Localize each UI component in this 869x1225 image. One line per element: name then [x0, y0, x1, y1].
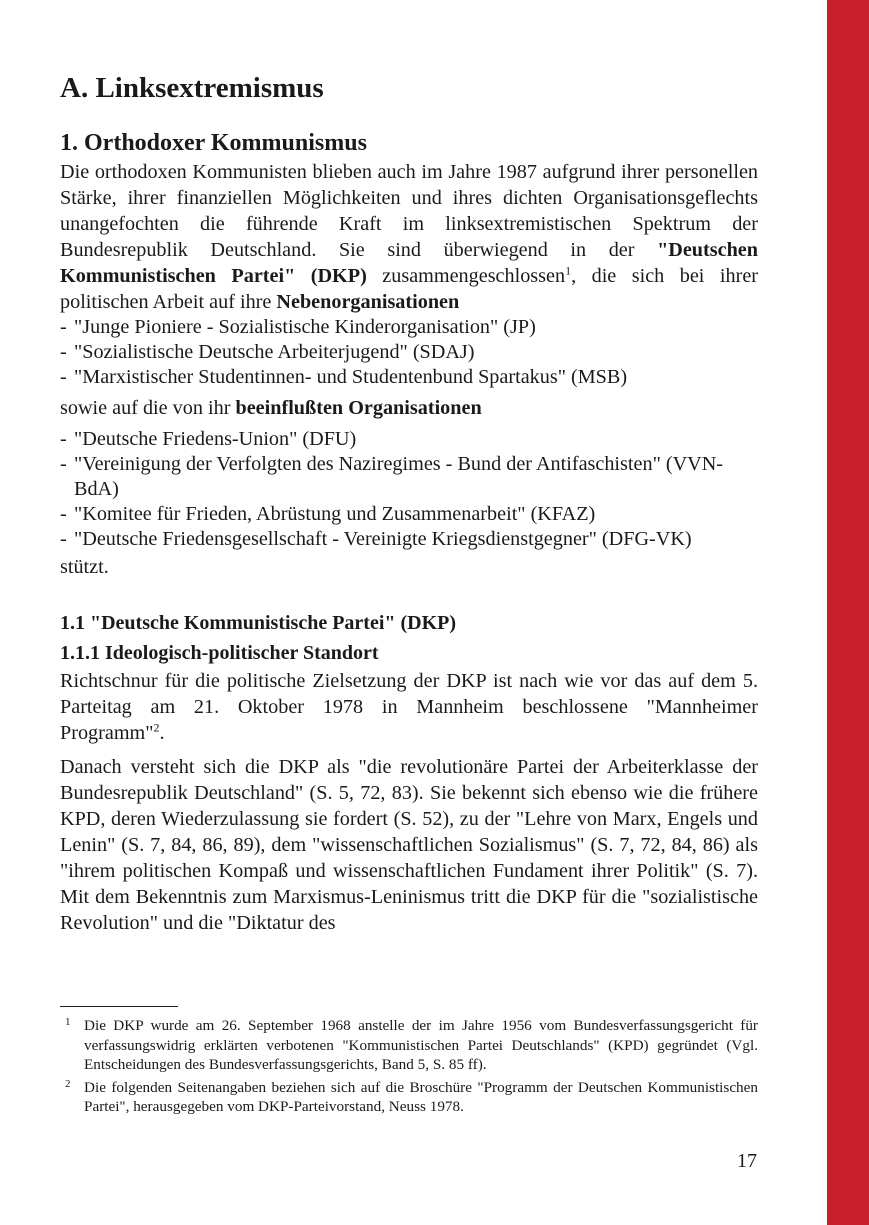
heading-dkp: 1.1 "Deutsche Kommunistische Partei" (DKP) — [60, 612, 457, 634]
text-run: , die sich bei ihrer politischen Arbeit auf ihre — [60, 265, 759, 313]
paragraph-stuetzt: stützt. — [60, 556, 109, 578]
paragraph-intro — [60, 159, 758, 315]
paragraph-sowie — [60, 395, 758, 421]
footnote — [60, 1016, 758, 1075]
footnote — [60, 1078, 758, 1117]
footnote-ref-1: 1 — [565, 263, 572, 278]
text-run: Richtschnur für die politische Zielsetzung der DKP ist nach wie vor das auf dem 5. Parteitag am 21. Oktober 1978 in Mannheim beschlossene "Mannheimer Programm" — [60, 670, 758, 744]
list-nebenorganisationen — [60, 315, 758, 390]
footnotes — [60, 1016, 758, 1120]
footnote-number: 2 — [65, 1077, 71, 1090]
heading-ideologisch-politischer-standort: 1.1.1 Ideologisch-politischer Standort — [60, 642, 379, 664]
page-edge-red-band — [827, 0, 869, 1225]
list-item: - "Deutsche Friedensgesellschaft - Vereinigte Kriegsdienstgegner" (DFG-VK) — [60, 527, 758, 552]
page-number: 17 — [737, 1150, 757, 1172]
list-item: - "Sozialistische Deutsche Arbeiterjugend" (SDAJ) — [60, 340, 758, 365]
footnote-text: Die folgenden Seitenangaben beziehen sich auf die Broschüre "Programm der Deutschen Kommunistischen Partei", herausgegeben vom DKP-Parteivorstand, Neuss 1978. — [84, 1078, 758, 1116]
footnote-separator — [60, 1006, 178, 1007]
text-run: zusammengeschlossen — [366, 265, 566, 287]
bold-dkp: "Deutschen Kommunistischen Partei" (DKP) — [60, 239, 758, 287]
bold-beeinflusste: beeinflußten Organisationen — [235, 397, 482, 419]
footnote-number: 1 — [65, 1016, 71, 1028]
text-run: Die orthodoxen Kommunisten blieben auch im Jahre 1987 aufgrund ihrer personellen Stärke, ihrer finanziellen Möglichkeiten und ihres dichten Organisationsgeflechts unangefochten die führende Kraft im linksextremistischen Spektrum der Bundesrepublik Deutschland. Sie sind überwiegend in der — [60, 161, 758, 261]
list-item: - "Deutsche Friedens-Union" (DFU) — [60, 427, 758, 452]
list-beeinflusste-organisationen — [60, 427, 758, 552]
footnote-text: Die DKP wurde am 26. September 1968 anstelle der im Jahre 1956 vom Bundesverfassungsgericht für verfassungswidrig erklärten verbotenen "Kommunistischen Partei Deutschlands" (KPD) gegründet (Vgl. Entscheidungen des Bundesverfassungsgerichts, Band 5, S. 85 ff). — [84, 1017, 758, 1074]
text-run: . — [159, 722, 165, 744]
text-run: sowie auf die von ihr — [60, 397, 236, 419]
document-page — [60, 68, 758, 936]
paragraph-danach: Danach versteht sich die DKP als "die revolutionäre Partei der Arbeiterklasse der Bundesrepublik Deutschland" (S. 5, 72, 83). Sie bekennt sich ebenso wie die frühere KPD, deren Wiederzulassung sie fordert (S. 52), zu der "Lehre von Marx, Engels und Lenin" (S. 7, 84, 86, 89), dem "wissenschaftlichen Sozialismus" (S. 7, 72, 84, 86) als "ihrem politischen Kompaß und wissenschaftlichen Fundament ihrer Politik" (S. 7). Mit dem Bekenntnis zum Marxismus-Leninismus tritt die DKP für die "sozialistische Revolution" und die "Diktatur des — [60, 756, 758, 934]
bold-nebenorganisationen: Nebenorganisationen — [276, 291, 460, 313]
list-item: - "Vereinigung der Verfolgten des Naziregimes - Bund der Antifaschisten" (VVN-BdA) — [60, 452, 758, 502]
heading-orthodoxer-kommunismus: 1. Orthodoxer Kommunismus — [60, 130, 367, 156]
paragraph-richtschnur — [60, 668, 758, 746]
list-item: - "Junge Pioniere - Sozialistische Kinderorganisation" (JP) — [60, 315, 758, 340]
list-item: - "Marxistischer Studentinnen- und Studentenbund Spartakus" (MSB) — [60, 365, 758, 390]
list-item: - "Komitee für Frieden, Abrüstung und Zusammenarbeit" (KFAZ) — [60, 502, 758, 527]
footnote-ref-2: 2 — [153, 720, 160, 735]
heading-linksextremismus: A. Linksextremismus — [60, 72, 324, 104]
